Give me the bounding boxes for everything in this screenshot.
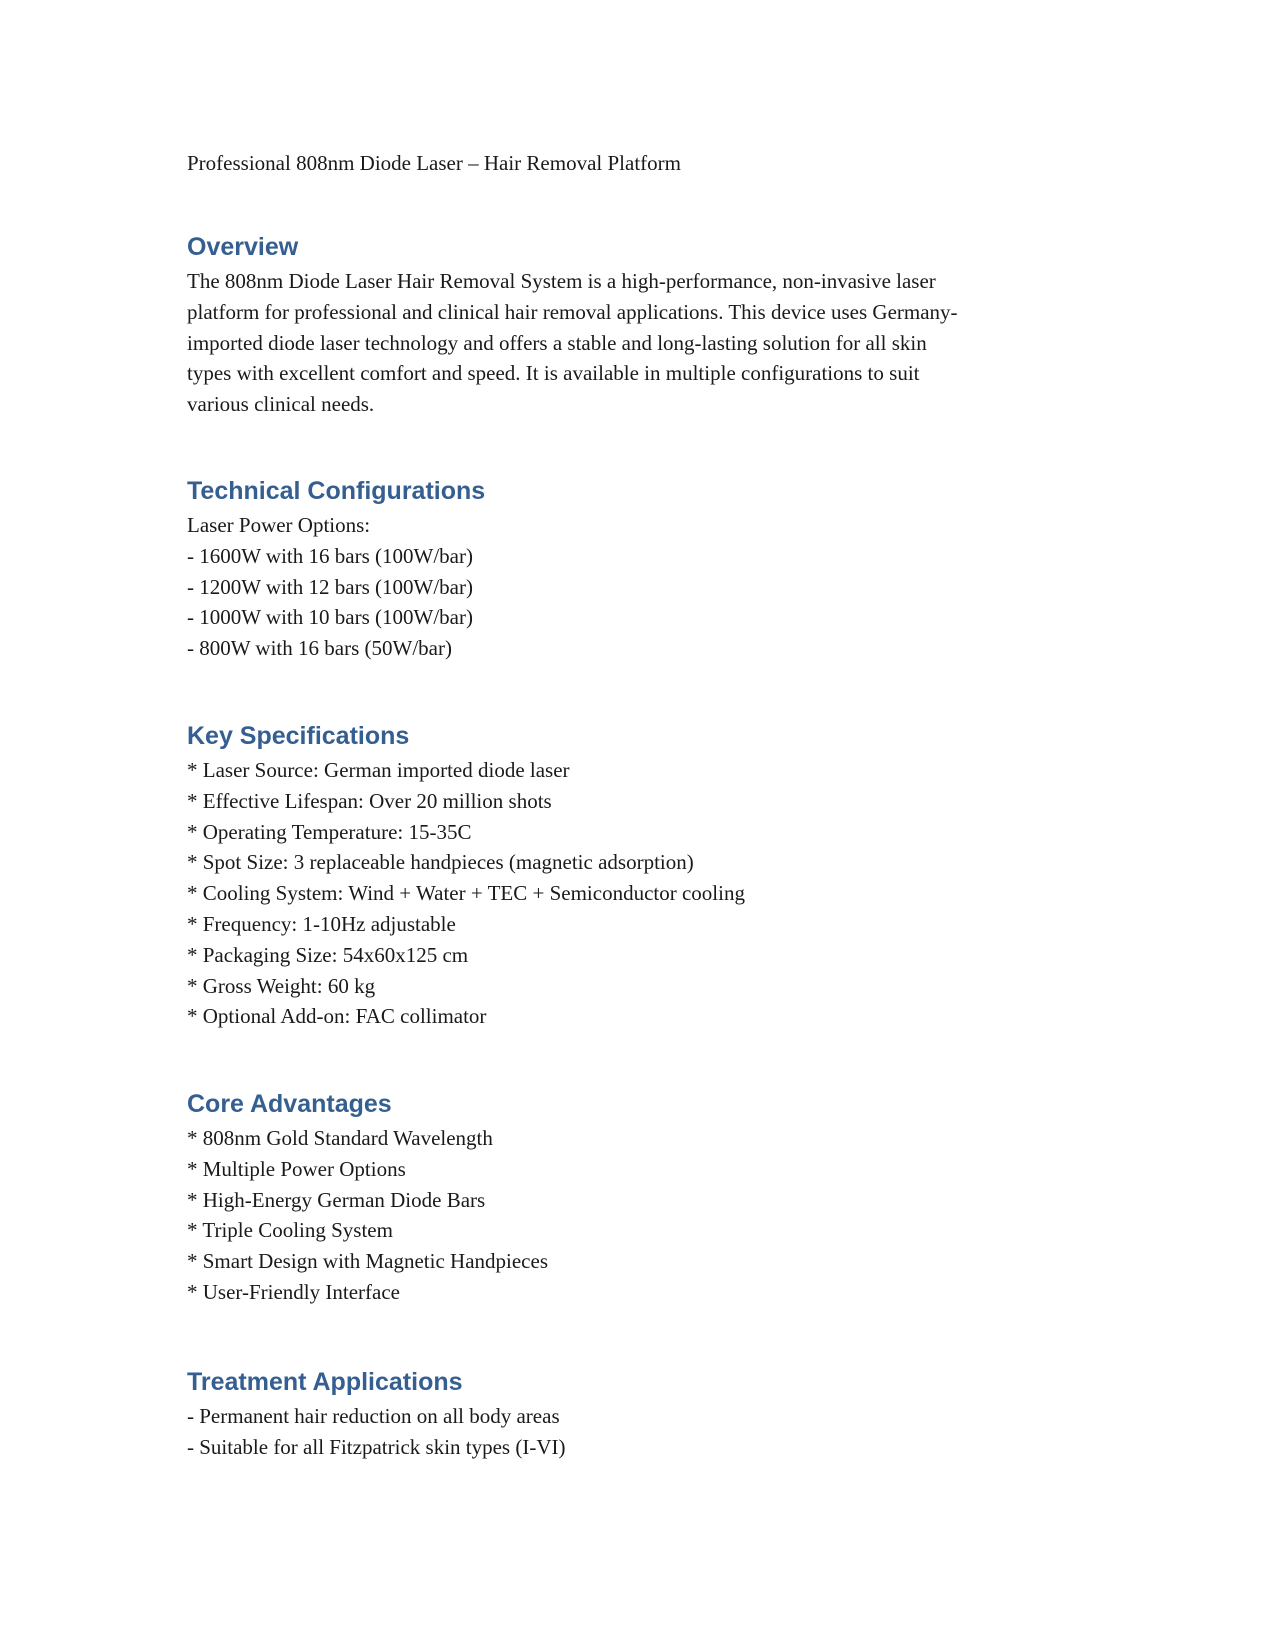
spec-line: * Frequency: 1-10Hz adjustable bbox=[187, 911, 456, 936]
section-heading-advantages: Core Advantages bbox=[187, 1090, 392, 1118]
technical-line: - 1200W with 12 bars (100W/bar) bbox=[187, 574, 473, 599]
section-overview bbox=[187, 230, 1087, 420]
spec-line: * Operating Temperature: 15-35C bbox=[187, 819, 472, 844]
section-key-specifications bbox=[187, 719, 1087, 1032]
advantage-line: * 808nm Gold Standard Wavelength bbox=[187, 1126, 493, 1150]
technical-line: - 1600W with 16 bars (100W/bar) bbox=[187, 543, 473, 568]
application-line: - Permanent hair reduction on all body areas bbox=[187, 1404, 560, 1428]
overview-line: imported diode laser technology and offers a stable and long-lasting solution for all skin bbox=[187, 330, 927, 355]
advantage-line: * Multiple Power Options bbox=[187, 1156, 406, 1181]
spec-line: * Laser Source: German imported diode laser bbox=[187, 758, 570, 782]
spec-line: * Gross Weight: 60 kg bbox=[187, 973, 376, 998]
spec-line: * Cooling System: Wind + Water + TEC + Semiconductor cooling bbox=[187, 881, 745, 906]
application-line: - Suitable for all Fitzpatrick skin types (I-VI) bbox=[187, 1434, 566, 1459]
section-heading-applications: Treatment Applications bbox=[187, 1368, 463, 1396]
overview-line: platform for professional and clinical hair removal applications. This device uses Germany- bbox=[187, 299, 958, 324]
spec-line: * Effective Lifespan: Over 20 million shots bbox=[187, 788, 552, 813]
overview-line: various clinical needs. bbox=[187, 392, 375, 417]
spec-line: * Optional Add-on: FAC collimator bbox=[187, 1004, 487, 1029]
advantage-line: * Triple Cooling System bbox=[187, 1218, 393, 1243]
document-title: Professional 808nm Diode Laser – Hair Removal Platform bbox=[187, 151, 681, 175]
advantage-line: * User-Friendly Interface bbox=[187, 1279, 400, 1304]
overview-line: types with excellent comfort and speed. It is available in multiple configurations to suit bbox=[187, 361, 920, 386]
section-treatment-applications bbox=[187, 1365, 1087, 1463]
section-heading-specifications: Key Specifications bbox=[187, 722, 410, 750]
technical-line: - 800W with 16 bars (50W/bar) bbox=[187, 636, 452, 661]
section-core-advantages bbox=[187, 1087, 1087, 1308]
technical-line: - 1000W with 10 bars (100W/bar) bbox=[187, 605, 473, 630]
spec-line: * Packaging Size: 54x60x125 cm bbox=[187, 942, 469, 967]
technical-line: Laser Power Options: bbox=[187, 513, 371, 537]
advantage-line: * Smart Design with Magnetic Handpieces bbox=[187, 1249, 548, 1274]
overview-line: The 808nm Diode Laser Hair Removal System is a high-performance, non-invasive laser bbox=[187, 269, 936, 293]
advantage-line: * High-Energy German Diode Bars bbox=[187, 1187, 486, 1212]
section-technical-configurations bbox=[187, 474, 1087, 664]
spec-line: * Spot Size: 3 replaceable handpieces (magnetic adsorption) bbox=[187, 850, 694, 875]
section-heading-technical: Technical Configurations bbox=[187, 477, 486, 505]
section-heading-overview: Overview bbox=[187, 233, 299, 261]
